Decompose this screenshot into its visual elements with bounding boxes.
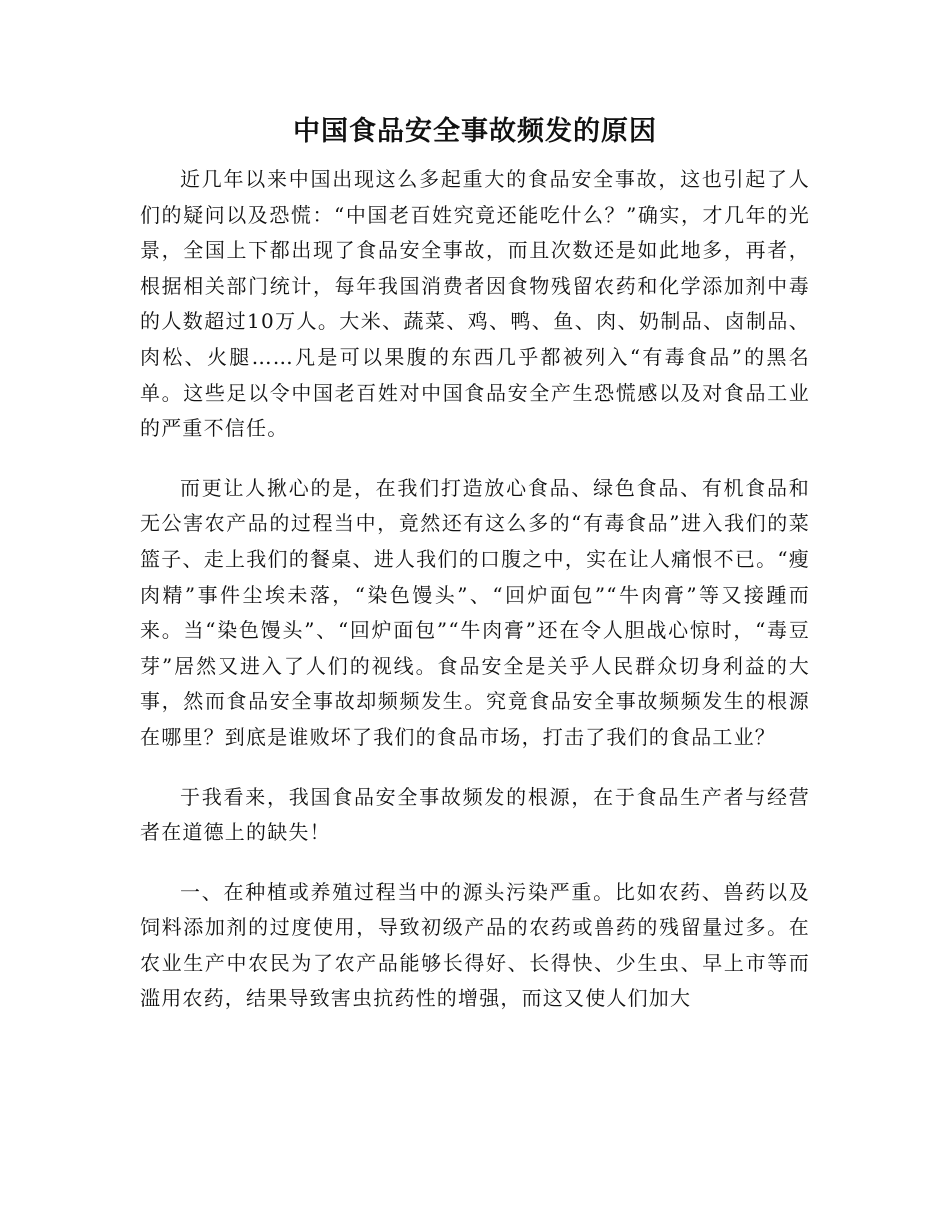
document-body xyxy=(140,112,810,1041)
paragraph-point-one: 一、在种植或养殖过程当中的源头污染严重。比如农药、兽药以及饲料添加剂的过度使用，导致初级产品的农药或兽药的残留量过多。在农业生产中农民为了农产品能够长得好、长得快、少生虫、早上市等而滥用农药，结果导致害虫抗药性的增强，而这又使人们加大 xyxy=(140,879,810,1011)
paragraph-intro: 近几年以来中国出现这么多起重大的食品安全事故，这也引起了人们的疑问以及恐慌：“中国老百姓究竟还能吃什么？”确实，才几年的光景，全国上下都出现了食品安全事故，而且次数还是如此地多，再者，根据相关部门统计，每年我国消费者因食物残留农药和化学添加剂中毒的人数超过10万人。大米、蔬菜、鸡、鸭、鱼、肉、奶制品、卤制品、肉松、火腿……凡是可以果腹的东西几乎都被列入“有毒食品”的黑名单。这些足以令中国老百姓对中国食品安全产生恐慌感以及对食品工业的严重不信任。 xyxy=(140,167,810,441)
paragraph-thesis: 于我看来，我国食品安全事故频发的根源，在于食品生产者与经营者在道德上的缺失！ xyxy=(140,784,810,845)
document-title: 中国食品安全事故频发的原因 xyxy=(293,116,657,147)
paragraph-concern: 而更让人揪心的是，在我们打造放心食品、绿色食品、有机食品和无公害农产品的过程当中，竟然还有这么多的“有毒食品”进入我们的菜篮子、走上我们的餐桌、进人我们的口腹之中，实在让人痛恨不已。“瘦肉精”事件尘埃未落，“染色馒头”、“回炉面包”“牛肉膏”等又接踵而来。当“染色馒头”、“回炉面包”“牛肉膏”还在令人胆战心惊时，“毒豆芽”居然又进入了人们的视线。食品安全是关乎人民群众切身利益的大事，然而食品安全事故却频频发生。究竟食品安全事故频频发生的根源在哪里？到底是谁败坏了我们的食品市场，打击了我们的食品工业？ xyxy=(140,475,810,749)
